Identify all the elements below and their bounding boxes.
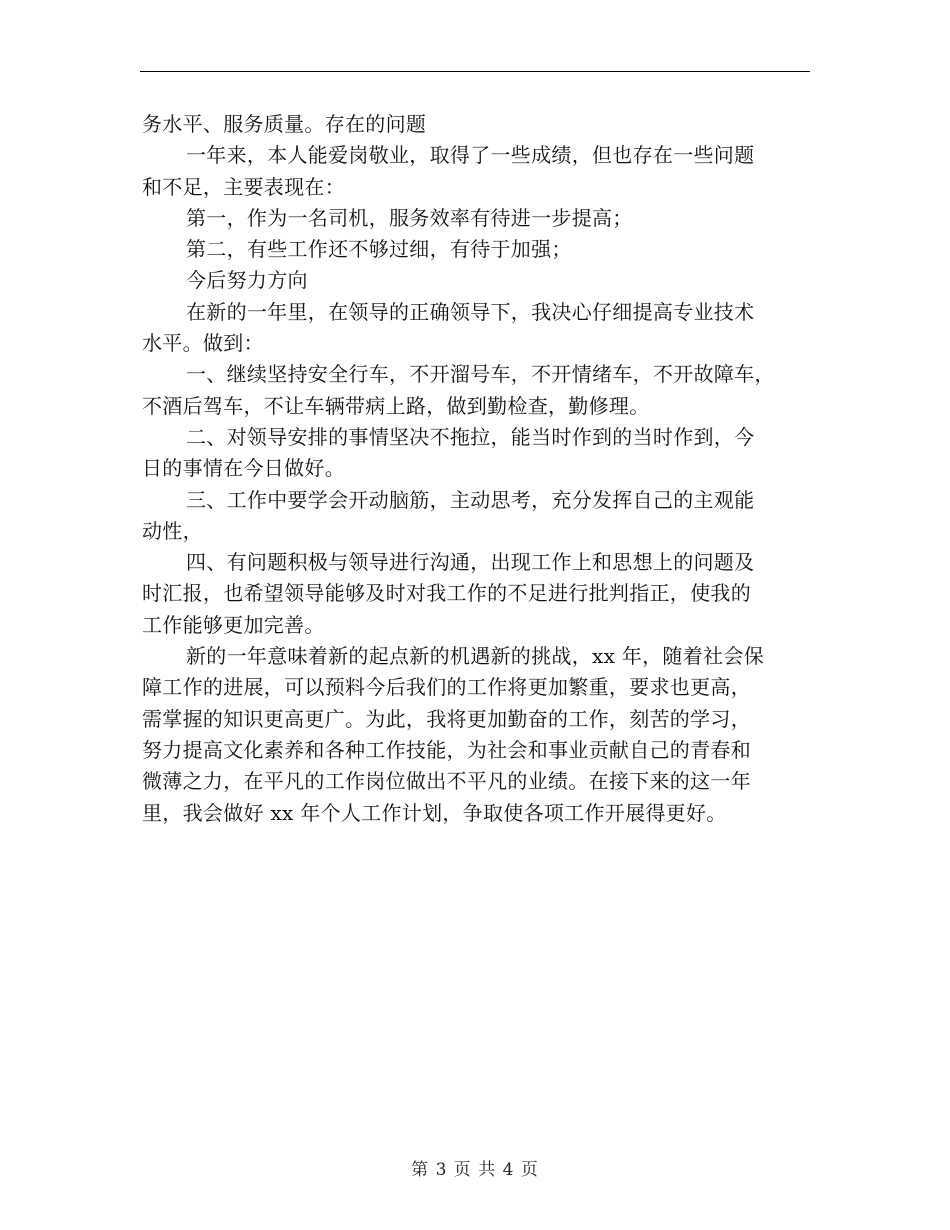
section-heading: 今后努力方向 — [186, 268, 308, 293]
text-line: 水平。做到： — [142, 331, 264, 356]
text-line: 需掌握的知识更高更广。为此，我将更加勤奋的工作，刻苦的学习， — [142, 706, 751, 731]
text-line: 新的一年意味着新的起点新的机遇新的挑战，xx 年，随着社会保 — [186, 644, 764, 669]
page-number-footer: 第 3 页 共 4 页 — [411, 1160, 539, 1180]
text-line: 时汇报，也希望领导能够及时对我工作的不足进行批判指正，使我的 — [142, 581, 751, 606]
text-line: 一、继续坚持安全行车，不开溜号车，不开情绪车，不开故障车， — [186, 362, 775, 387]
text-line: 微薄之力，在平凡的工作岗位做出不平凡的业绩。在接下来的这一年 — [142, 769, 751, 794]
text-line: 二、对领导安排的事情坚决不拖拉，能当时作到的当时作到，今 — [186, 424, 755, 449]
text-line: 四、有问题积极与领导进行沟通，出现工作上和思想上的问题及 — [186, 550, 755, 575]
text-line: 一年来，本人能爱岗敬业，取得了一些成绩，但也存在一些问题 — [186, 143, 755, 168]
document-body — [142, 109, 812, 829]
header-rule — [140, 71, 810, 72]
text-line: 第二，有些工作还不够过细，有待于加强； — [186, 237, 572, 262]
text-line: 动性， — [142, 518, 203, 543]
text-line: 第一，作为一名司机，服务效率有待进一步提高； — [186, 205, 633, 230]
text-line: 在新的一年里，在领导的正确领导下，我决心仔细提高专业技术 — [186, 299, 755, 324]
text-line: 务水平、服务质量。存在的问题 — [142, 112, 427, 136]
text-line: 障工作的进展，可以预料今后我们的工作将更加繁重，要求也更高， — [142, 675, 751, 700]
text-line: 工作能够更加完善。 — [142, 612, 325, 637]
text-line: 里，我会做好 xx 年个人工作计划，争取使各项工作开展得更好。 — [142, 800, 727, 825]
text-line: 努力提高文化素养和各种工作技能，为社会和事业贡献自己的青春和 — [142, 737, 751, 762]
text-line: 不酒后驾车，不让车辆带病上路，做到勤检查，勤修理。 — [142, 393, 650, 418]
text-line: 日的事情在今日做好。 — [142, 456, 345, 481]
text-line: 和不足，主要表现在： — [142, 174, 345, 199]
text-line: 三、工作中要学会开动脑筋，主动思考，充分发挥自己的主观能 — [186, 487, 755, 512]
